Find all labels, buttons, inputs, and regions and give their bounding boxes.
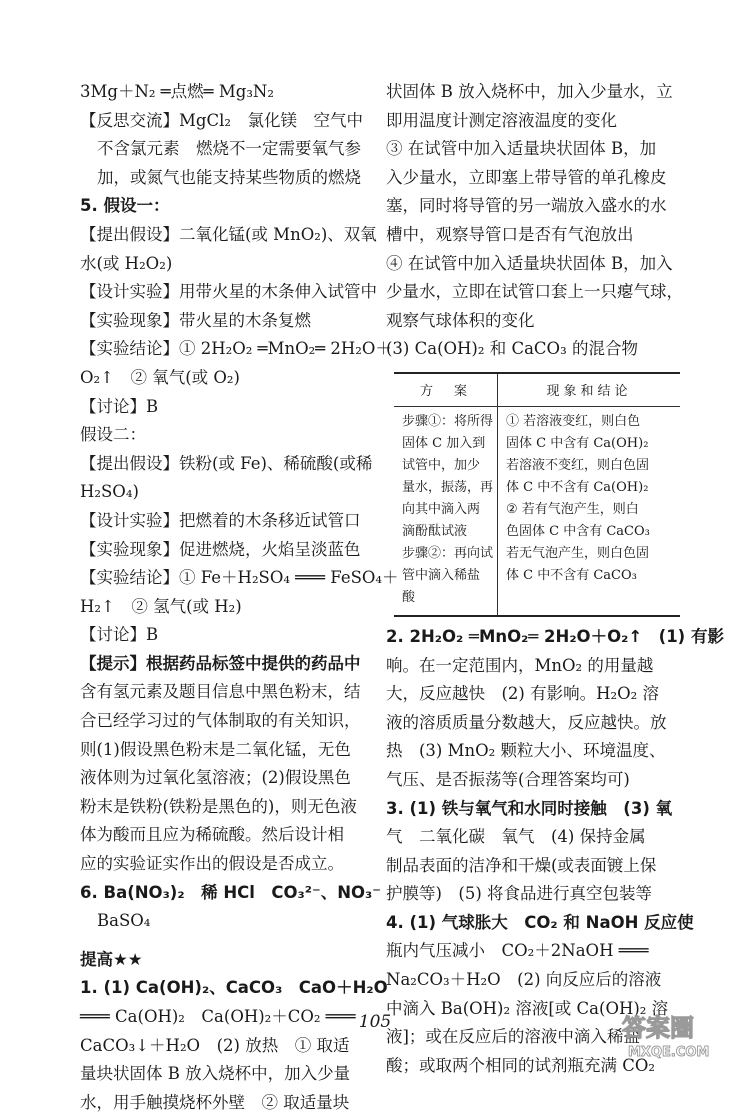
table-header-result: 现象和结论 <box>498 373 680 407</box>
text-line: 【讨论】B <box>80 625 159 645</box>
page-number: 105 <box>358 1012 392 1032</box>
hint-line: 【提示】根据药品标签中提供的药品中 <box>80 653 361 673</box>
text-line: 热 (3) MnO₂ 颗粒大小、环境温度、 <box>386 741 666 761</box>
text-line: 【实验现象】带火星的木条复燃 <box>80 310 311 330</box>
text-line: 水(或 H₂O₂) <box>80 253 173 273</box>
text-line: 3Mg＋N₂ ═点燃═ Mg₃N₂ <box>80 82 274 101</box>
text-line: ④ 在试管中加入适量块状固体 B，加入 <box>386 253 673 273</box>
text-line: 【提出假设】二氧化锰(或 MnO₂)、双氧 <box>80 224 377 244</box>
text-line: H₂SO₄) <box>80 482 139 502</box>
text-line: 大，反应越快 (2) 有影响。H₂O₂ 溶 <box>386 684 660 704</box>
text-line: 【设计实验】把燃着的木条移近试管口 <box>80 510 361 530</box>
text-line: 少量水，立即在试管口套上一只瘪气球， <box>386 282 683 302</box>
text-line: 体为酸而且应为稀硫酸。然后设计相 <box>80 825 344 845</box>
text-line: 【讨论】B <box>80 396 159 416</box>
text-line: 制品表面的洁净和干燥(或表面镀上保 <box>386 855 657 875</box>
text-line: 不含氯元素 燃烧不一定需要氧气参 <box>97 139 361 159</box>
section-heading: 提高★★ <box>80 949 143 969</box>
text-line: 气压、是否振荡等(合理答案均可) <box>386 769 630 789</box>
text-line: 应的实验证实作出的假设是否成立。 <box>80 854 344 874</box>
text-line: ═══ Ca(OH)₂ Ca(OH)₂＋CO₂ ═══ <box>80 1007 356 1026</box>
table-header-scheme: 方 案 <box>394 373 498 407</box>
question-3-line: 3. (1) 铁与氧气和水同时接触 (3) 氧 <box>386 798 673 818</box>
text-line: 假设二： <box>80 425 146 445</box>
text-line: 气 二氧化碳 氧气 (4) 保持金属 <box>386 827 646 847</box>
text-line: 护膜等) (5) 将食品进行真空包装等 <box>386 884 653 904</box>
text-line: 液体则为过氧化氢溶液；(2)假设黑色 <box>80 768 351 788</box>
text-line: 入少量水，立即塞上带导管的单孔橡皮 <box>386 167 667 187</box>
text-line: 【实验结论】① Fe＋H₂SO₄ ═══ FeSO₄＋ <box>80 568 399 588</box>
text-line: 粉末是铁粉(铁粉是黑色的)，则无色液 <box>80 796 357 816</box>
text-line: 塞，同时将导管的另一端放入盛水的水 <box>386 196 667 216</box>
text-line: ③ 在试管中加入适量块状固体 B，加 <box>386 139 657 159</box>
text-line: 液的溶质质量分数越大，反应越快。放 <box>386 712 667 732</box>
watermark-cn: 答案圈 <box>622 1014 694 1042</box>
scheme-result-table <box>394 372 680 617</box>
text-line: 则(1)假设黑色粉末是二氧化锰，无色 <box>80 739 351 759</box>
text-line: 【实验结论】① 2H₂O₂ ═MnO₂═ 2H₂O＋ <box>80 339 392 359</box>
text-line: 【提出假设】铁粉(或 Fe)、稀硫酸(或稀 <box>80 453 373 473</box>
question-1-line: 1. (1) Ca(OH)₂、CaCO₃ CaO＋H₂O <box>80 978 388 998</box>
text-line: 液]；或在反应后的溶液中滴入稀盐 <box>386 1027 640 1047</box>
text-line: Na₂CO₃＋H₂O (2) 向反应后的溶液 <box>386 970 662 990</box>
text-line: BaSO₄ <box>97 911 151 931</box>
text-line: 响。在一定范围内，MnO₂ 的用量越 <box>386 655 654 675</box>
text-line: 水，用手触摸烧杯外壁 ② 取适量块 <box>80 1092 350 1112</box>
text-line: 加，或氮气也能支持某些物质的燃烧 <box>97 167 361 187</box>
text-line: (3) Ca(OH)₂ 和 CaCO₃ 的混合物 <box>386 339 638 359</box>
text-line: 中滴入 Ba(OH)₂ 溶液[或 Ca(OH)₂ 溶 <box>386 998 669 1018</box>
watermark-url: MXQE.COM <box>628 1045 710 1060</box>
text-line: 瓶内气压减小 CO₂＋2NaOH ═══ <box>386 941 649 961</box>
text-line: 含有氢元素及题目信息中黑色粉末，结 <box>80 682 361 702</box>
question-4-line: 4. (1) 气球胀大 CO₂ 和 NaOH 反应使 <box>386 912 694 932</box>
right-column <box>386 78 724 1080</box>
text-line: 【实验现象】促进燃烧，火焰呈淡蓝色 <box>80 539 361 559</box>
watermark-logo <box>618 1010 744 1060</box>
text-line: 合已经学习过的气体制取的有关知识， <box>80 711 361 731</box>
text-line: 观察气球体积的变化 <box>386 310 535 330</box>
text-line: 酸；或取两个相同的试剂瓶充满 CO₂ <box>386 1055 656 1075</box>
question-5-label: 5. 假设一： <box>80 196 170 216</box>
text-line: 量块状固体 B 放入烧杯中，加入少量 <box>80 1064 351 1084</box>
text-line: 【设计实验】用带火星的木条伸入试管中 <box>80 282 377 302</box>
text-line: O₂↑ ② 氧气(或 O₂) <box>80 367 240 387</box>
text-line: 即用温度计测定溶液温度的变化 <box>386 110 617 130</box>
text-line: H₂↑ ② 氢气(或 H₂) <box>80 596 242 616</box>
question-6-line: 6. Ba(NO₃)₂ 稀 HCl CO₃²⁻、NO₃⁻ <box>80 882 381 902</box>
text-line: 状固体 B 放入烧杯中，加入少量水，立 <box>386 82 673 101</box>
text-line: 【反思交流】MgCl₂ 氯化镁 空气中 <box>80 110 363 130</box>
table-cell-result: ① 若溶液变红，则白色 固体 C 中含有 Ca(OH)₂ 若溶液不变红，则白色固 体 C 中不含有 Ca(OH)₂ ② 若有气泡产生，则白 色固体 C 中含有 CaCO₃ 若无气泡产生，则白色固 体 C 中不含有 CaCO₃ <box>506 413 650 583</box>
text-line: CaCO₃↓＋H₂O (2) 放热 ① 取适 <box>80 1035 350 1055</box>
table-cell-scheme: 步骤①：将所得 固体 C 加入到 试管中，加少 量水，振荡，再 向其中滴入两 滴酚酞试液 步骤②：再向试 管中滴入稀盐 酸 <box>394 406 498 616</box>
text-line: 槽中，观察导管口是否有气泡放出 <box>386 224 634 244</box>
question-2-line: 2. 2H₂O₂ ═MnO₂═ 2H₂O＋O₂↑ (1) 有影 <box>386 626 724 646</box>
